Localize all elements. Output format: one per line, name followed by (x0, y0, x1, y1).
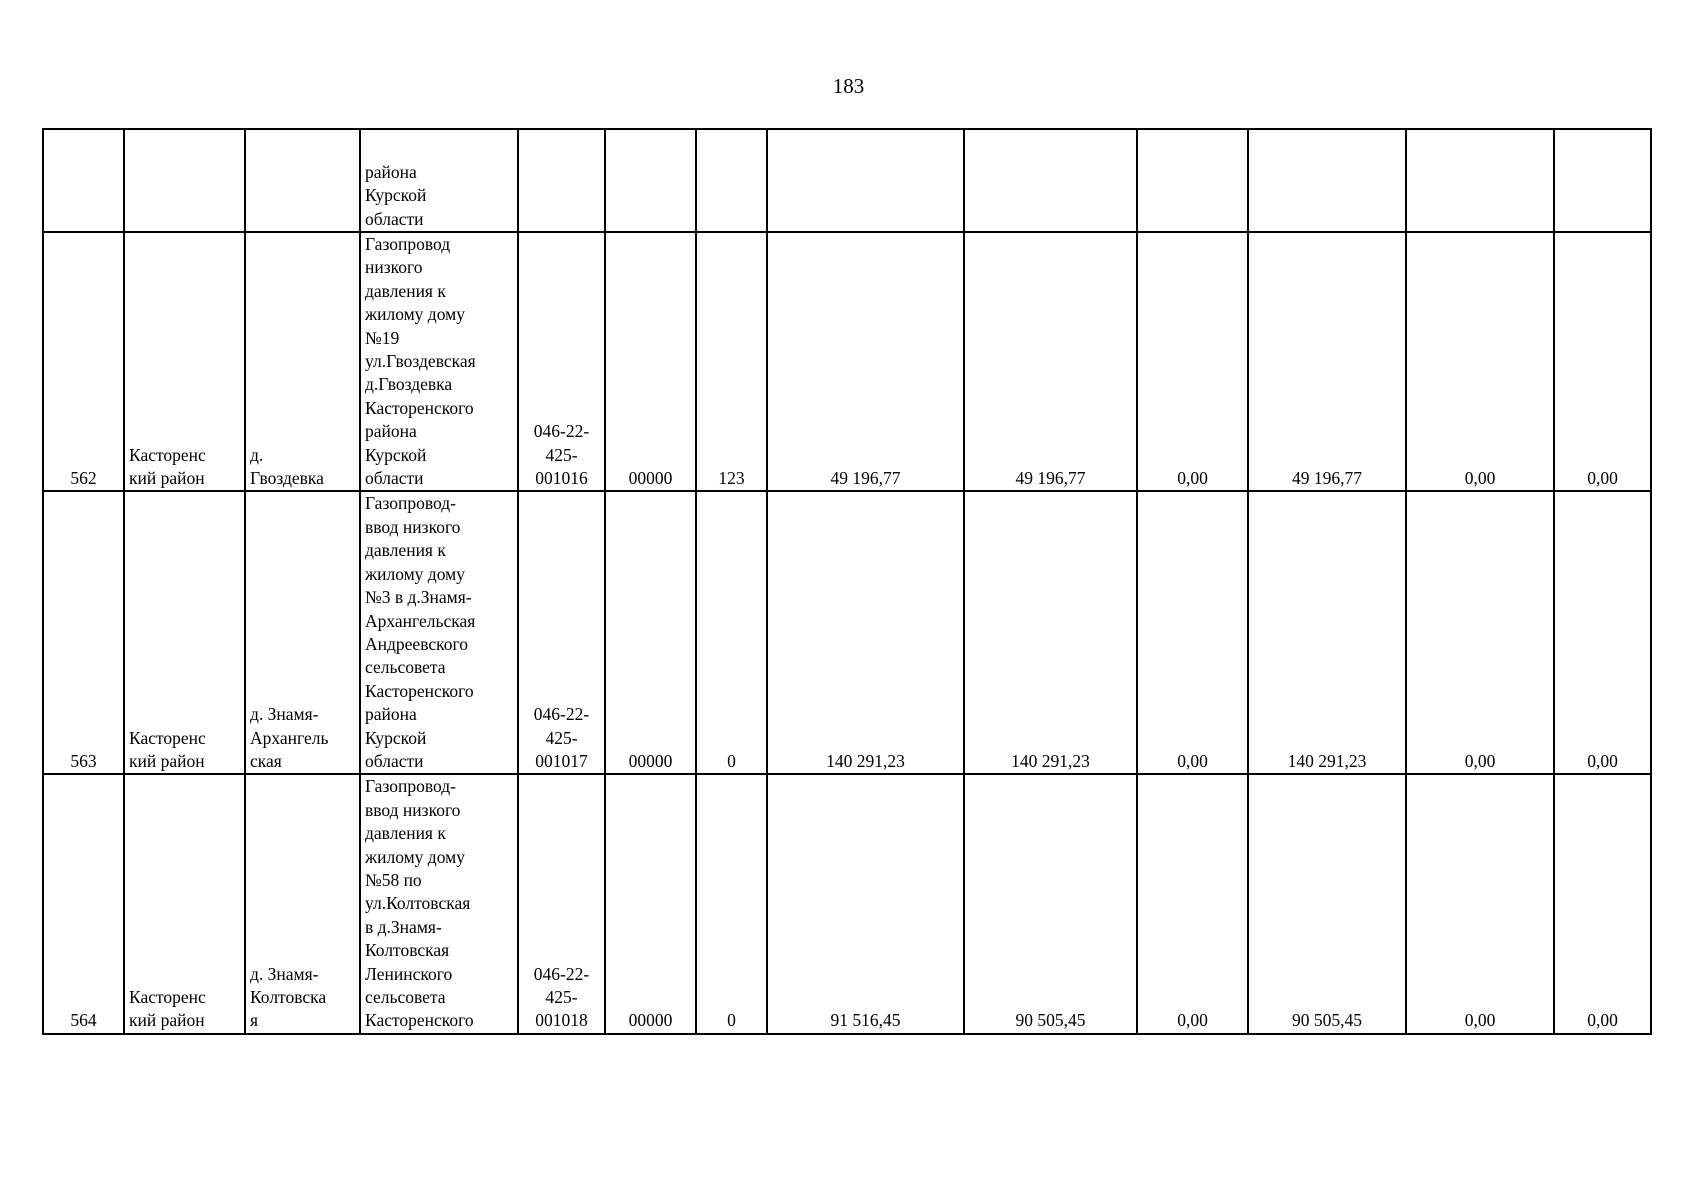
value-cell: 49 196,77 (767, 232, 964, 491)
value-cell (1406, 129, 1554, 232)
registry-table (42, 128, 1652, 1035)
value-cell: 90 505,45 (1248, 774, 1406, 1033)
value-cell: 0,00 (1406, 774, 1554, 1033)
value-cell (964, 129, 1137, 232)
value-cell: 90 505,45 (964, 774, 1137, 1033)
value-cell (1554, 129, 1651, 232)
cadastral-cell (518, 129, 605, 232)
cadastral-cell: 046-22- 425- 001018 (518, 774, 605, 1033)
code-cell (605, 129, 696, 232)
value-cell: 0,00 (1137, 774, 1248, 1033)
district-cell: Касторенс кий район (124, 774, 245, 1033)
value-cell: 49 196,77 (964, 232, 1137, 491)
value-cell: 91 516,45 (767, 774, 964, 1033)
value-cell: 49 196,77 (1248, 232, 1406, 491)
code-cell: 00000 (605, 232, 696, 491)
value-cell: 0,00 (1137, 232, 1248, 491)
index-cell: 562 (43, 232, 124, 491)
code-cell: 00000 (605, 491, 696, 774)
object-cell: Газопровод низкого давления к жилому дому №19 ул.Гвоздевская д.Гвоздевка Касторенского района Курской области (360, 232, 518, 491)
object-cell: Газопровод- ввод низкого давления к жилому дому №3 в д.Знамя- Архангельская Андреевского сельсовета Касторенского района Курской области (360, 491, 518, 774)
value-cell: 0,00 (1554, 774, 1651, 1033)
index-cell: 564 (43, 774, 124, 1033)
object-cell: района Курской области (360, 129, 518, 232)
qty-cell (696, 129, 767, 232)
table-row (43, 232, 1651, 491)
table-row (43, 491, 1651, 774)
cadastral-cell: 046-22- 425- 001017 (518, 491, 605, 774)
value-cell: 140 291,23 (964, 491, 1137, 774)
table-row (43, 774, 1651, 1033)
value-cell: 140 291,23 (767, 491, 964, 774)
qty-cell: 123 (696, 232, 767, 491)
index-cell: 563 (43, 491, 124, 774)
district-cell: Касторенс кий район (124, 232, 245, 491)
qty-cell: 0 (696, 774, 767, 1033)
locality-cell (245, 129, 360, 232)
value-cell (1248, 129, 1406, 232)
index-cell (43, 129, 124, 232)
locality-cell: д. Знамя- Архангель ская (245, 491, 360, 774)
value-cell: 0,00 (1554, 232, 1651, 491)
value-cell: 0,00 (1406, 232, 1554, 491)
object-cell: Газопровод- ввод низкого давления к жилому дому №58 по ул.Колтовская в д.Знамя- Колтовская Ленинского сельсовета Касторенского (360, 774, 518, 1033)
page-number: 183 (832, 74, 865, 98)
qty-cell: 0 (696, 491, 767, 774)
district-cell (124, 129, 245, 232)
value-cell: 0,00 (1554, 491, 1651, 774)
value-cell (1137, 129, 1248, 232)
cadastral-cell: 046-22- 425- 001016 (518, 232, 605, 491)
code-cell: 00000 (605, 774, 696, 1033)
value-cell: 140 291,23 (1248, 491, 1406, 774)
locality-cell: д. Знамя- Колтовска я (245, 774, 360, 1033)
table-row (43, 129, 1651, 232)
value-cell (767, 129, 964, 232)
locality-cell: д. Гвоздевка (245, 232, 360, 491)
value-cell: 0,00 (1406, 491, 1554, 774)
value-cell: 0,00 (1137, 491, 1248, 774)
district-cell: Касторенс кий район (124, 491, 245, 774)
